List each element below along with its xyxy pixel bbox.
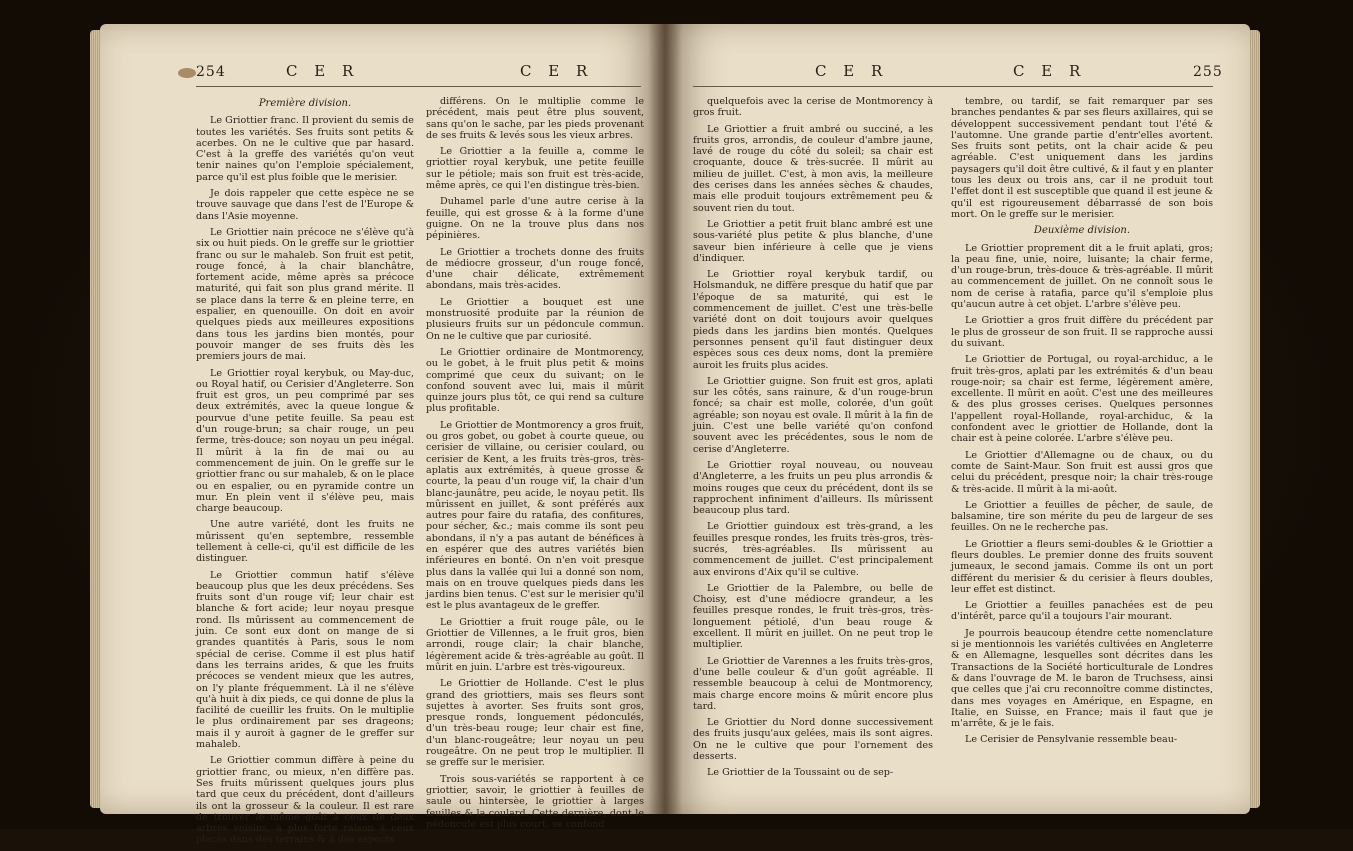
paragraph: Le Griottier de la Palembre, ou belle de Choisy, est d'une médiocre grandeur, a les feuilles presque rondes, le fruit très-gros, très-longuement pétiolé, d'un beau rouge & excellent. Il mûrit en juillet. On ne peut trop le multiplier.	[693, 582, 933, 651]
paragraph: Le Griottier proprement dit a le fruit aplati, gros; la peau fine, unie, noire, luisante; la chair ferme, d'un rouge-brun, très-douce & très-agréable. Il mûrit au commencement de juillet. On ne connoît sous le nom de cerise à ratafia, parce qu'il s'emploie plus qu'aucun autre à cet objet. L'arbre s'élève peu.	[951, 242, 1213, 311]
paragraph: Le Griottier royal nouveau, ou nouveau d'Angleterre, a les fruits un peu plus arrondis & moins rouges que ceux du précédent, dont ils se rapprochent infiniment d'ailleurs. Ils mûrissent beaucoup plus tard.	[693, 459, 933, 517]
paragraph: Le Griottier d'Allemagne ou de chaux, ou du comte de Saint-Maur. Son fruit est aussi gros que celui du précédent, presque noir; la chair très-rouge & très-acide. Il mûrit à la mi-août.	[951, 449, 1213, 495]
paragraph: Le Griottier commun hatif s'élève beaucoup plus que les deux précédens. Ses fruits sont d'un rouge vif; leur chair est blanche & fort acide; leur noyau presque rond. Ils mûrissent au commencement de juin. Ce sont eux dont on mange de si grandes quantités à Paris, sous le nom spécial de cerise. Comme il est plus hatif dans les terrains arides, & que les fruits précoces se vendent mieux que les autres, on l'y plante fréquemment. Là il ne s'élève qu'à huit à dix pieds, ce qui donne de plus la facilité de cueillir les fruits. On le multiplie le plus ordinairement par ses drageons; mais il y auroit à gagner de le greffer sur mahaleb.	[196, 569, 414, 751]
left-header-rule	[196, 86, 641, 87]
paragraph: Le Griottier royal kerybuk, ou May-duc, ou Royal hatif, ou Cerisier d'Angleterre. Son fruit est gros, un peu comprimé par ses deux extrémités, avec la queue longue & pourvue d'une petite feuille. Sa peau est d'un rouge-brun; sa chair rouge, un peu ferme, très-douce; son noyau un peu inégal. Il mûrit à la fin de mai ou au commencement de juin. On le greffe sur le griottier franc ou sur mahaleb, & on le place ou en espalier, ou en pyramide contre un mur. En plein vent il s'élève peu, mais charge beaucoup.	[196, 367, 414, 515]
right-column-1	[693, 96, 933, 784]
open-book	[100, 24, 1250, 846]
paragraph: Le Griottier ordinaire de Montmorency, ou le gobet, à le fruit plus petit & moins comprimé que ceux du suivant; on le confond souvent avec lui, mais il mûrit quinze jours plus tôt, ce qui rend sa culture plus profitable.	[426, 346, 644, 415]
paragraph: Le Griottier nain précoce ne s'élève qu'à six ou huit pieds. On le greffe sur le griottier franc ou sur le mahaleb. Son fruit est petit, rouge foncé, à la chair blanchâtre, fortement acide, même après sa précoce maturité, qui fait son plus grand mérite. Il se place dans la terre & en pleine terre, en espalier, en quenouille. On doit en avoir quelques pieds aux meilleures expositions dans tous les jardins bien montés, pour pouvoir manger de ses fruits dès les premiers jours de mai.	[196, 226, 414, 363]
paragraph: tembre, ou tardif, se fait remarquer par ses branches pendantes & par ses fleurs axillaires, qui se développent successivement pendant tout l'été & l'automne. Une grande partie d'entr'elles avortent. Ses fruits sont petits, ont la chair acide & peu agréable. C'est uniquement dans les jardins paysagers qu'il doit être cultivé, & il faut y en planter tous les deux ou trois ans, car il ne produit tout l'effet dont il est susceptible que quand il est jeune & qu'il est rigoureusement débarrassé de son bois mort. On le greffe sur le merisier.	[951, 96, 1213, 220]
paragraph: Le Griottier a feuilles de pêcher, de saule, de balsamine, tire son mérite du peu de largeur de ses feuilles. On ne le recherche pas.	[951, 499, 1213, 534]
left-page-number: 254	[196, 64, 226, 80]
paragraph: Le Cerisier de Pensylvanie ressemble beau-	[965, 734, 1178, 746]
left-running-head-2: C E R	[520, 62, 594, 80]
paragraph: Je dois rappeler que cette espèce ne se trouve sauvage que dans l'est de l'Europe & dans l'Asie moyenne.	[196, 188, 414, 222]
right-header-rule	[693, 86, 1213, 87]
paragraph: Une autre variété, dont les fruits ne mûrissent qu'en septembre, ressemble tellement à celle-ci, qu'il est difficile de les distinguer.	[196, 519, 414, 565]
paragraph: Le Griottier franc. Il provient du semis de toutes les variétés. Ses fruits sont petits & acerbes. On ne le cultive que par hasard. C'est à la greffe des variétés qu'on veut tenir naines qu'on l'emploie spécialement, parce qu'il est plus foible que le merisier.	[196, 115, 414, 183]
paragraph: Le Griottier du Nord donne successivement des fruits jusqu'aux gelées, mais ils sont aigres. On ne le cultive que pour l'ornement des desserts.	[693, 717, 933, 763]
paragraph: Le Griottier a fleurs semi-doubles & le Griottier a fleurs doubles. Le premier donne des fruits souvent jumeaux, le second jamais. Comme ils ont un port différent du merisier & du cerisier à fleurs doubles, leur effet est distinct.	[951, 538, 1213, 595]
paragraph: Le Griottier de Hollande. C'est le plus grand des griottiers, mais ses fleurs sont sujettes à avorter. Ses fruits sont gros, presque ronds, longuement pédonculés, d'un très-beau rouge; leur chair est fine, d'un blanc-rougeâtre; leur noyau un peu rougeâtre. On ne peut trop le multiplier. Il se greffe sur le merisier.	[426, 678, 644, 769]
paragraph: Le Griottier a bouquet est une monstruosité produite par la réunion de plusieurs fruits sur un pédoncule commun. On ne le cultive que par curiosité.	[426, 296, 644, 342]
left-column-2	[426, 96, 644, 835]
right-running-head-1: C E R	[815, 62, 889, 80]
section-title: Première division.	[258, 98, 352, 109]
left-running-head-1: C E R	[286, 62, 360, 80]
stain-mark	[178, 68, 196, 78]
paragraph: Trois sous-variétés se rapportent à ce griottier, savoir, le griottier à feuilles de saule ou hintersèe, le griottier à larges feuilles & la coulard. Cette dernière, dont le pédoncule est plus court, se confond	[426, 773, 644, 830]
paragraph: Le Griottier de la Toussaint ou de sep-	[707, 767, 894, 779]
right-running-head-2: C E R	[1013, 62, 1087, 80]
paragraph: Le Griottier de Varennes a les fruits très-gros, d'une belle couleur & d'un goût agréable. Il ressemble beaucoup à celui de Montmorency, mais charge encore moins & mûrit encore plus tard.	[693, 655, 933, 712]
left-column-1	[196, 96, 414, 851]
paragraph: Le Griottier royal kerybuk tardif, ou Holsmanduk, ne diffère presque du hatif que par l'époque de sa maturité, qui est le commencement de juillet. C'est une très-belle variété dont on doit toujours avoir quelques pieds dans les jardins bien montés. Quelques personnes pensent qu'il faut distinguer deux espèces sous ces deux noms, dont la première auroit les fruits plus acides.	[693, 269, 933, 371]
right-page-number: 255	[1193, 64, 1223, 80]
paragraph: Le Griottier de Montmorency a gros fruit, ou gros gobet, ou gobet à courte queue, ou cerisier de villaine, ou cerisier coulard, ou cerisier de Kent, a les fruits très-gros, très-aplatis aux extrémités, à queue grosse & courte, la peau d'un rouge vif, la chair d'un blanc-jaunâtre, peu acide, le noyau petit. Ils mûrissent en juillet, & sont préférés aux autres pour faire du ratafia, des confitures, pour sécher, &c.; mais comme ils sont peu abondans, il n'y a pas autant de bénéfices à en espérer que des autres variétés bien inférieures en bonté. On n'en voit presque plus dans la vallée qui lui a donné son nom, mais on en trouve quelques pieds dans les jardins bien tenus. C'est sur le merisier qu'il est le plus avantageux de le greffer.	[426, 419, 644, 612]
paragraph: Le Griottier a trochets donne des fruits de médiocre grosseur, d'un rouge foncé, d'une chair délicate, extrêmement abondans, mais très-acides.	[426, 246, 644, 292]
paragraph: Le Griottier de Portugal, ou royal-archiduc, a le fruit très-gros, aplati par les extrémités & d'un beau rouge-noir; sa chair est ferme, légèrement amère, excellente. Il mûrit en août. C'est une des meilleures & des plus grosses cerises. Quelques personnes l'appellent royal-Hollande, royal-archiduc, & la confondent avec le griottier de Hollande, dont la chair est à peine colorée. L'arbre s'élève peu.	[951, 354, 1213, 445]
paragraph: quelquefois avec la cerise de Montmorency à gros fruit.	[693, 96, 933, 119]
paragraph: différens. On le multiplie comme le précédent, mais peut être plus souvent, sans qu'on le sache, par les pieds provenant de ses fruits & levés sous les vieux arbres.	[426, 96, 644, 141]
paragraph: Le Griottier a petit fruit blanc ambré est une sous-variété plus petite & plus blanche, d'une saveur bien inférieure à celle que je viens d'indiquer.	[693, 218, 933, 264]
section-title: Deuxième division.	[1033, 225, 1131, 237]
book-gutter	[648, 24, 682, 814]
paragraph: Le Griottier a la feuille a, comme le griottier royal kerybuk, une petite feuille sur le pétiole; mais son fruit est très-acide, même après, ce qui l'en distingue très-bien.	[426, 146, 644, 192]
right-page	[665, 24, 1250, 814]
paragraph: Le Griottier a gros fruit diffère du précédent par le plus de grosseur de son fruit. Il se rapproche aussi du suivant.	[951, 315, 1213, 349]
paragraph: Le Griottier guindoux est très-grand, a les feuilles presque rondes, les fruits très-gros, très-sucrés, très-agréables. Ils mûrissent au commencement de juillet. C'est principalement aux environs d'Aix qu'il se cultive.	[693, 521, 933, 578]
paragraph: Duhamel parle d'une autre cerise à la feuille, qui est grosse & à la forme d'une guigne. On ne la trouve plus dans nos pépinières.	[426, 196, 644, 242]
paragraph: Le Griottier guigne. Son fruit est gros, aplati sur les côtés, sans rainure, & d'un rouge-brun foncé; sa chair est molle, colorée, d'un goût agréable; son noyau est ovale. Il mûrit à la fin de juin. C'est une belle variété qu'on confond souvent avec les précédentes, sous le nom de cerise d'Angleterre.	[693, 375, 933, 455]
right-column-2	[951, 96, 1213, 751]
paragraph: Je pourrois beaucoup étendre cette nomenclature si je mentionnois les variétés cultivées en Angleterre & en Allemagne, lesquelles sont décrites dans les Transactions de la Société horticulturale de Londres & dans l'ouvrage de M. le baron de Truchsess, ainsi que celles que j'ai cru reconnoître comme distinctes, dans mes voyages en Amérique, en Espagne, en Italie, en Suisse, en France; mais il faut que je m'arrête, & je le fais.	[951, 627, 1213, 730]
left-page	[100, 24, 665, 846]
paragraph: Le Griottier a fruit rouge pâle, ou le Griottier de Villennes, a le fruit gros, bien arrondi, rouge clair; la chair blanche, légèrement acide & très-agréable au goût. Il mûrit en juin. L'arbre est très-vigoureux.	[426, 616, 644, 673]
paragraph: Le Griottier a feuilles panachées est de peu d'intérêt, parce qu'il a toujours l'air mourant.	[951, 600, 1213, 623]
paragraph: Le Griottier a fruit ambré ou succiné, a les fruits gros, arrondis, de couleur d'ambre jaune, lavé de rouge du côté du soleil; sa chair est croquante, douce & très-sucrée. Il mûrit au milieu de juillet. C'est, à mon avis, la meilleure des cerises dans les années sèches & chaudes, mais elle produit toujours extrêmement peu & souvent rien du tout.	[693, 123, 933, 214]
paragraph: Le Griottier commun diffère à peine du griottier franc, ou mieux, n'en diffère pas. Ses fruits mûrissent quelques jours plus tard que ceux du précédent, dont d'ailleurs ils ont la grosseur & la couleur. Il est rare de trouver le même goût à ceux de deux arbres voisins, à plus forte raison à ceux placés dans des terrains & à des aspects	[196, 755, 414, 846]
